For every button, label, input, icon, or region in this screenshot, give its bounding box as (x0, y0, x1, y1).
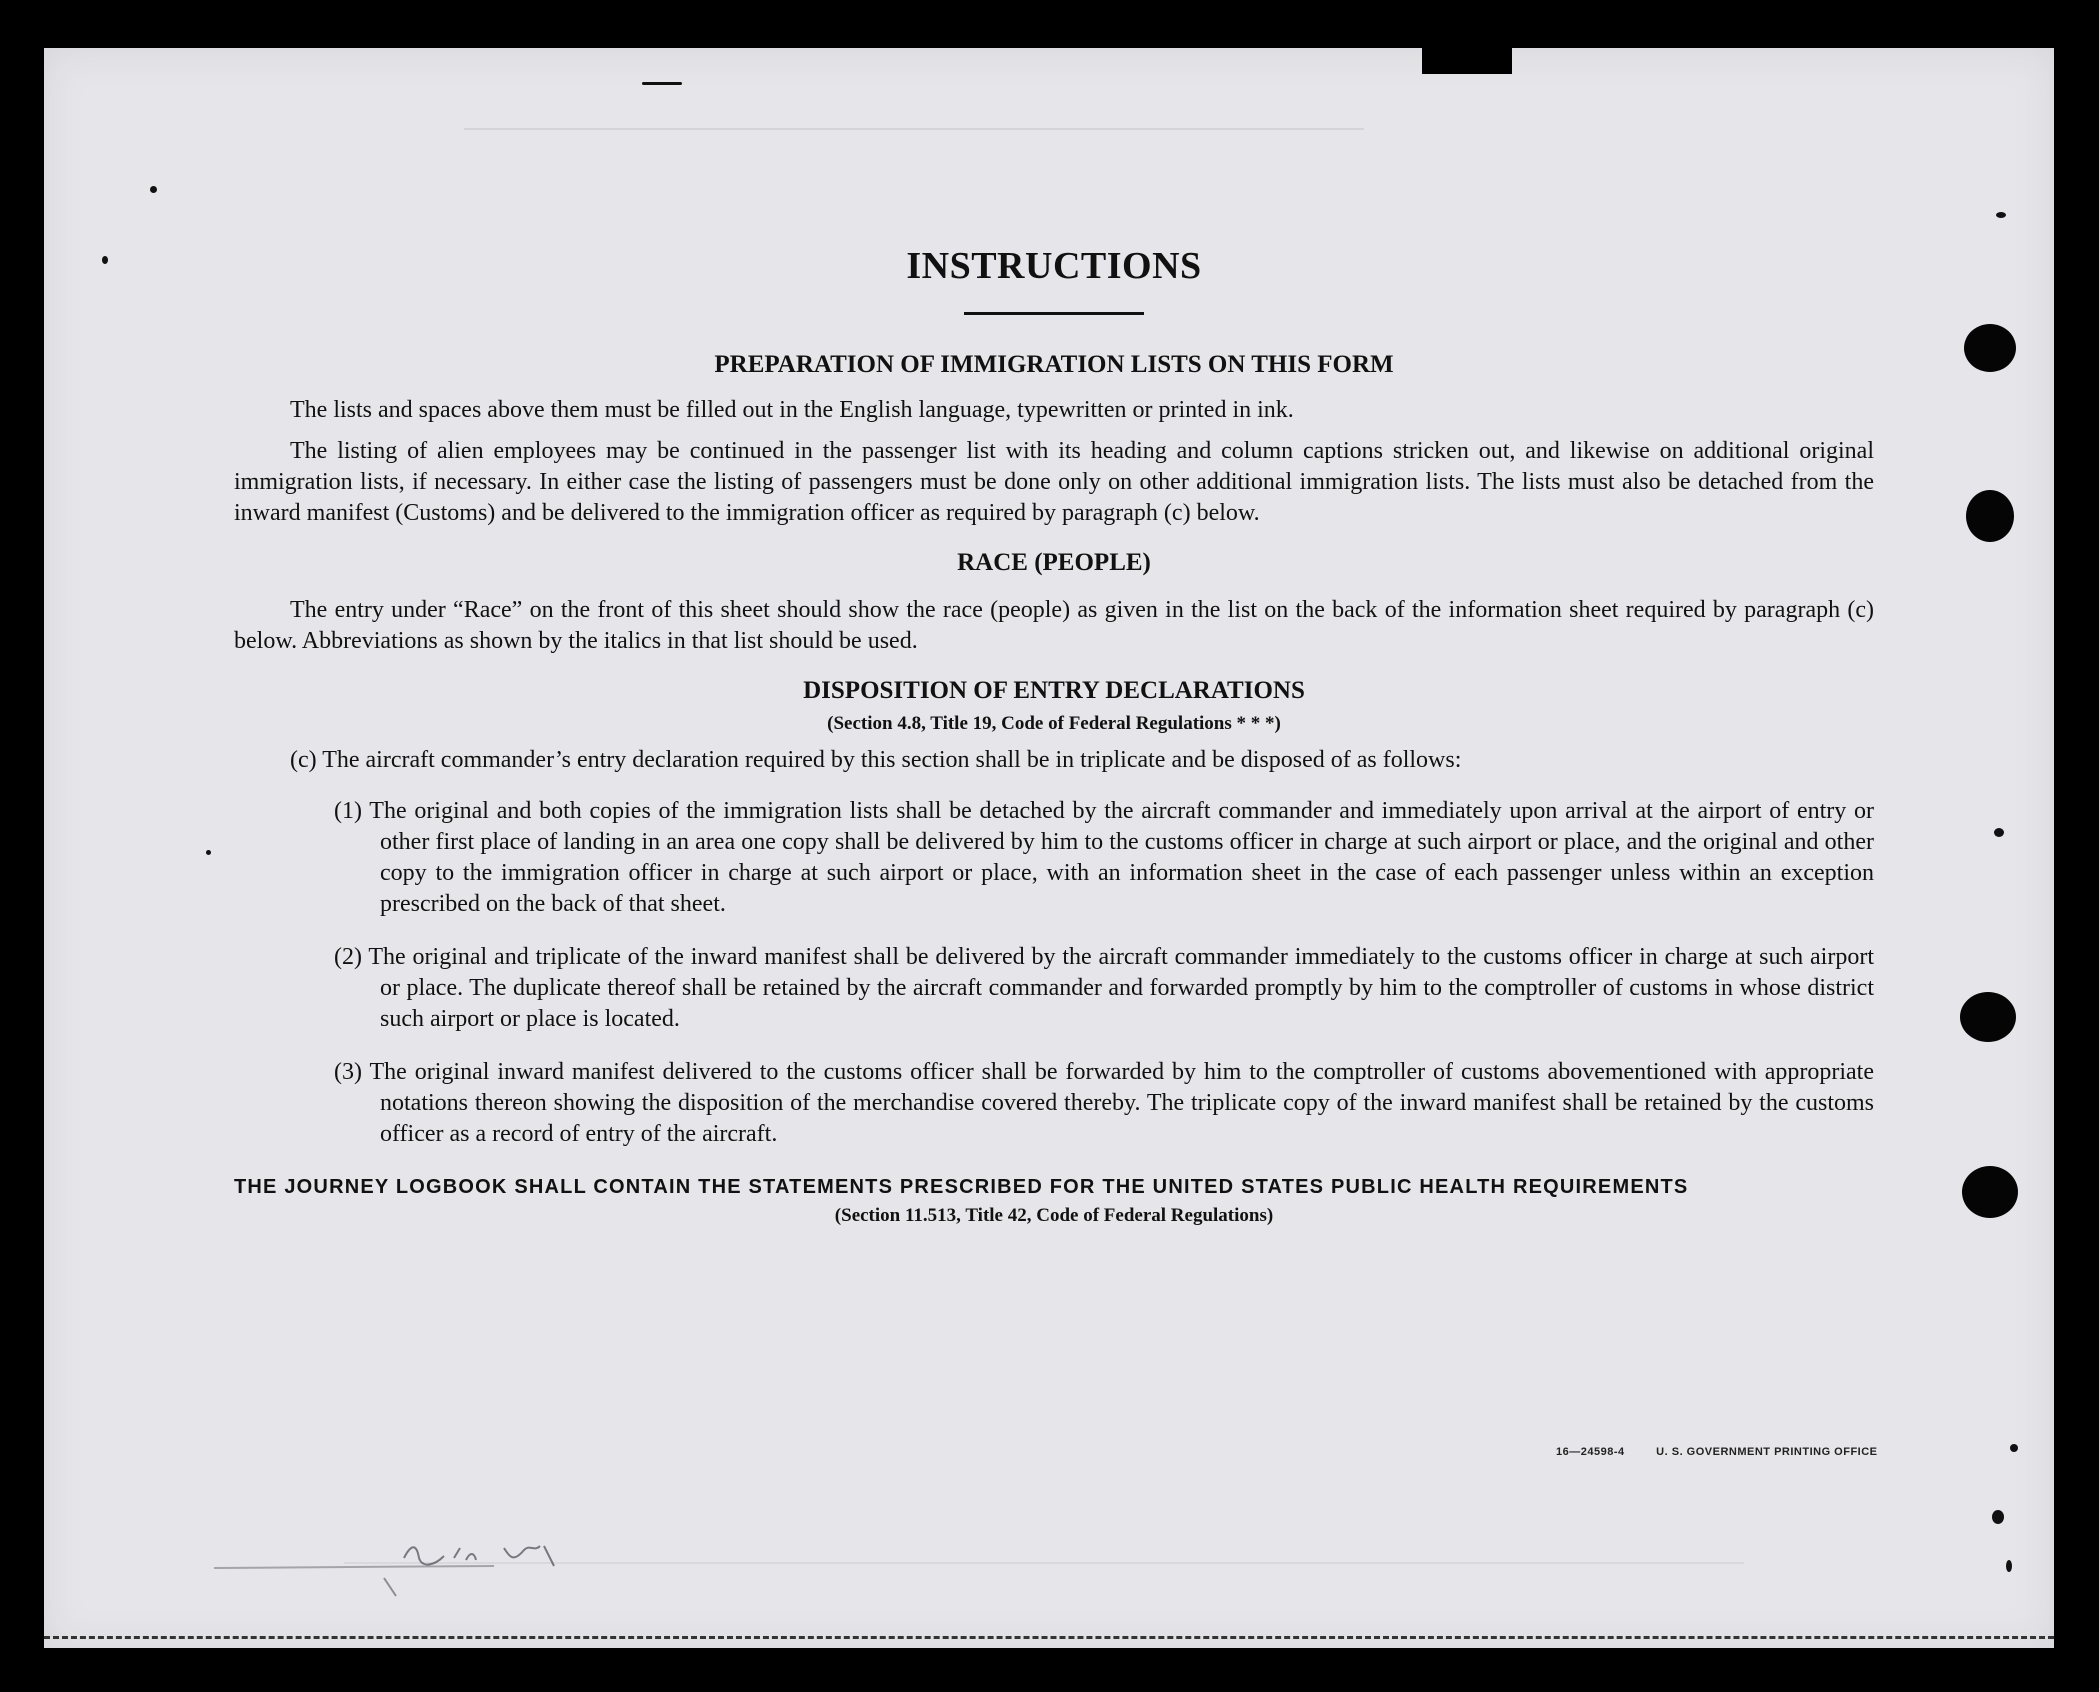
ink-speck (1996, 212, 2006, 218)
ink-speck (2006, 1560, 2012, 1572)
disposition-heading: DISPOSITION OF ENTRY DECLARATIONS (803, 677, 1305, 704)
ink-speck (150, 186, 157, 193)
public-health-statement: THE JOURNEY LOGBOOK SHALL CONTAIN THE STATEMENTS PRESCRIBED FOR THE UNITED STATES PUBLIC HEALTH REQUIREMENTS (234, 1176, 1689, 1198)
punch-hole (1960, 992, 2016, 1042)
race-paragraph: The entry under “Race” on the front of this sheet should show the race (people) as given in the list on the back of the information sheet required by paragraph (c) below. Abbreviations as shown by the italics in that list should be used. (234, 597, 1874, 654)
public-health-citation: (Section 11.513, Title 42, Code of Federal Regulations) (834, 1205, 1274, 1226)
handwriting-scribble (204, 1518, 664, 1598)
ink-speck (1994, 828, 2004, 837)
preparation-heading: PREPARATION OF IMMIGRATION LISTS ON THIS FORM (714, 351, 1394, 378)
punch-hole (1966, 490, 2014, 542)
title-rule (964, 312, 1144, 315)
punch-hole (1964, 324, 2016, 372)
instructions-content (234, 244, 1874, 1227)
list-item-3: (3) The original inward manifest delivered to the customs officer shall be forwarded by him to the comptroller of customs abovementioned with appropriate notations thereon showing the disposition of the merchandise covered thereby. The triplicate copy of the inward manifest shall be retained by the customs officer as a record of entry of the aircraft. (334, 1059, 1874, 1147)
top-notch (1422, 48, 1512, 74)
ink-speck (102, 256, 108, 264)
ink-speck (206, 850, 211, 855)
printing-office: U. S. GOVERNMENT PRINTING OFFICE (1656, 1446, 1878, 1458)
preparation-paragraph-2: The listing of alien employees may be continued in the passenger list with its heading and column captions stricken out, and likewise on additional original immigration lists, if necessary. In either case the listing of passengers must be done only on other additional immigration lists. The lists must also be detached from the inward manifest (Customs) and be delivered to the immigration officer as required by paragraph (c) below. (234, 438, 1874, 526)
list-item-2: (2) The original and triplicate of the inward manifest shall be delivered by the aircraft commander immediately to the customs officer in charge at such airport or place. The duplicate thereof shall be retained by the aircraft commander and forwarded promptly by him to the comptroller of customs in whose district such airport or place is located. (334, 944, 1874, 1032)
disposition-citation: (Section 4.8, Title 19, Code of Federal Regulations * * *) (827, 713, 1281, 734)
bleed-through (464, 108, 1364, 130)
ink-speck (1992, 1510, 2004, 1524)
paragraph-c: (c) The aircraft commander’s entry declaration required by this section shall be in triplicate and be disposed of as follows: (290, 747, 1462, 773)
race-heading: RACE (PEOPLE) (957, 549, 1151, 576)
document-sheet (44, 48, 2054, 1648)
page-title: INSTRUCTIONS (906, 245, 1202, 287)
punch-hole (1962, 1166, 2018, 1218)
printer-imprint (1556, 1446, 1906, 1458)
form-number: 16—24598-4 (1556, 1446, 1625, 1458)
ink-speck (642, 82, 682, 85)
list-item-1: (1) The original and both copies of the immigration lists shall be detached by the aircraft commander and immediately upon arrival at the airport of entry or other first place of landing in an area one copy shall be delivered by him to the customs officer in charge at such airport or place, and the original and other copy to the immigration officer in charge at such airport or place, with an information sheet in the case of each passenger unless within an exception prescribed on the back of that sheet. (334, 798, 1874, 917)
perforated-edge (44, 1636, 2054, 1651)
preparation-paragraph-1: The lists and spaces above them must be filled out in the English language, typewritten or printed in ink. (290, 397, 1294, 423)
ink-speck (2010, 1444, 2018, 1452)
